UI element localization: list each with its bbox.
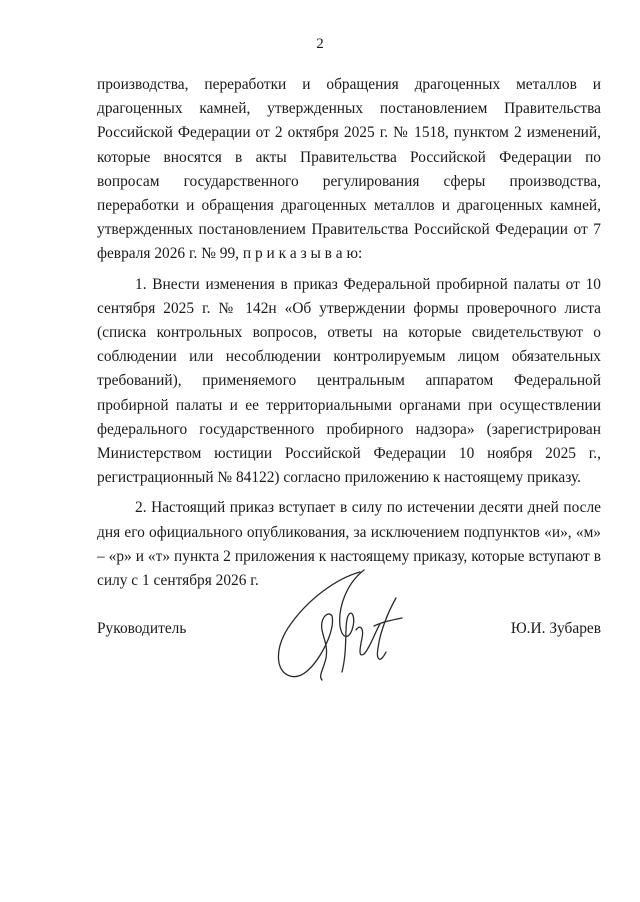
paragraph-intro: производства, переработки и обращения драгоценных металлов и драгоценных камней, утвержденных постановлением Правительства Российской Федерации от 2 октября 2025 г. № 1518, пунктом 2 изменений, которые вносятся в акты Правительства Российской Федерации по вопросам государственного регулирования сферы производства, переработки и обращения драгоценных металлов и драгоценных камней, утвержденных постановлением Правительства Российской Федерации от 7 февраля 2026 г. № 99, п р и к а з ы в а ю: [97,76,601,263]
document-body [97,73,601,593]
handwritten-signature [268,568,418,688]
signer-title: Руководитель [97,620,187,637]
paragraph-2: 2. Настоящий приказ вступает в силу по истечении десяти дней после дня его официального опубликования, за исключением подпунктов «и», «м» – «р» и «т» пункта 2 приложения к настоящему приказу, которые вступают в силу с 1 сентября 2026 г. [97,499,601,590]
paragraph-1: 1. Внести изменения в приказ Федеральной пробирной палаты от 10 сентября 2025 г. № 142н «Об утверждении формы проверочного листа (списка контрольных вопросов, ответы на которые свидетельствуют о соблюдении или несоблюдении контролируемым лицом обязательных требований), применяемого центральным аппаратом Федеральной пробирной палаты и ее территориальными органами при осуществлении федерального государственного пробирного надзора» (зарегистрирован Министерством юстиции Российской Федерации 10 ноября 2025 г., регистрационный № 84122) согласно приложению к настоящему приказу. [97,275,601,487]
page-number: 2 [316,36,324,52]
signer-name: Ю.И. Зубарев [510,620,601,637]
